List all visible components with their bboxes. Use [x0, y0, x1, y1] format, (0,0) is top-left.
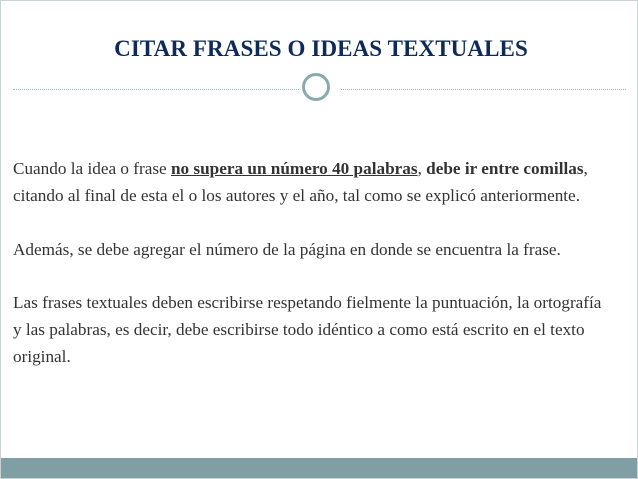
paragraph-spacer — [13, 210, 613, 237]
circle-ornament-icon — [302, 73, 330, 101]
paragraph-1-comma: , — [417, 159, 427, 178]
paragraph-1-rest: , citando al final de esta el o los autores y el año, tal como se explicó anteriormente. — [13, 159, 588, 205]
title-divider-left — [13, 89, 299, 90]
slide-body — [13, 156, 613, 371]
paragraph-page-number: Además, se debe agregar el número de la página en donde se encuentra la frase. — [13, 239, 561, 259]
paragraph-1-intro: Cuando la idea o frase — [13, 159, 171, 178]
paragraph-1-emphasis: debe ir entre comillas — [426, 159, 584, 178]
paragraph-quote-rule — [13, 156, 613, 210]
paragraph-spacer — [13, 263, 613, 290]
title-divider-right — [341, 89, 626, 90]
paragraph-1-underlined-emphasis: no supera un número 40 palabras — [170, 159, 418, 178]
footer-accent-bar — [1, 458, 637, 478]
paragraph-fidelity: Las frases textuales deben escribirse respetando fielmente la puntuación, la ortografía y las palabras, es decir, debe escribirse todo idéntico a como está escrito en el texto original. — [13, 293, 602, 366]
slide-title: CITAR FRASES O IDEAS TEXTUALES — [114, 36, 528, 61]
